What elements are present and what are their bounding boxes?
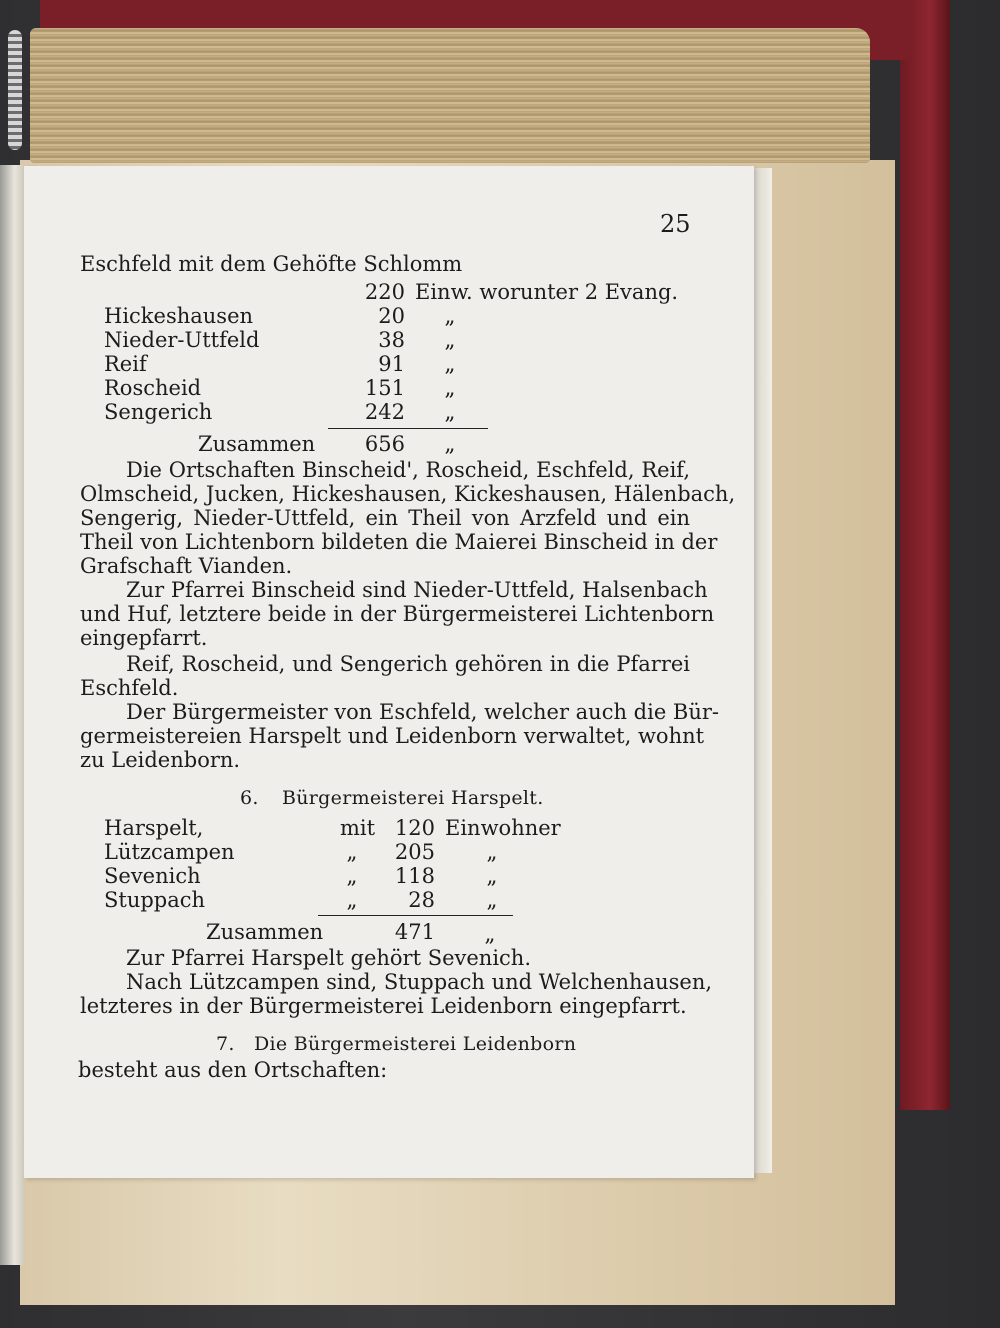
place-count: 151 (364, 376, 405, 400)
ditto-mark: „ (484, 922, 496, 946)
paragraph-line: germeistereien Harspelt und Leidenborn verwaltet, wohnt (80, 724, 705, 748)
count-suffix: Einwohner (445, 816, 561, 840)
spine-binding-thread (8, 30, 22, 150)
place-name: Stuppach (104, 888, 206, 912)
total-count: 656 (364, 432, 405, 456)
place-name: Roscheid (104, 376, 202, 400)
place-count: 120 (394, 816, 435, 840)
ditto-mark: „ (444, 376, 456, 400)
place-name: Sevenich (104, 864, 201, 888)
paragraph-line: Zur Pfarrei Binscheid sind Nieder-Uttfeld, Halsenbach (126, 578, 708, 602)
paragraph-line: Reif, Roscheid, und Sengerich gehören in die Pfarrei (126, 652, 690, 676)
ditto-mark: „ (486, 888, 498, 912)
ditto-mark: „ (486, 840, 498, 864)
ditto-mark: „ (444, 304, 456, 328)
paragraph-line: eingepfarrt. (80, 626, 208, 650)
left-page-edge (0, 165, 24, 1265)
paragraph-line: Nach Lützcampen sind, Stuppach und Welchenhausen, (126, 970, 713, 994)
place-name: Harspelt, (104, 816, 204, 840)
count-suffix-eschfeld: Einw. worunter 2 Evang. (415, 280, 679, 304)
mit-label: mit (340, 816, 376, 840)
ditto-mark: „ (444, 400, 456, 424)
page-right-edge (754, 168, 772, 1173)
place-line-eschfeld: Eschfeld mit dem Gehöfte Schlomm (80, 252, 463, 276)
paragraph-line: zu Leidenborn. (80, 748, 241, 772)
place-name: Lützcampen (104, 840, 235, 864)
place-name: Hickeshausen (104, 304, 254, 328)
page-stack-edges (30, 28, 870, 163)
section-number: 6. (240, 787, 259, 809)
book-cover-red (900, 0, 950, 1110)
paragraph-line: Der Bürgermeister von Eschfeld, welcher auch die Bür- (126, 700, 720, 724)
sum-rule (318, 915, 513, 916)
ditto-mark: „ (444, 328, 456, 352)
paragraph-line: besteht aus den Ortschaften: (78, 1058, 388, 1082)
sum-rule (328, 428, 488, 429)
total-label: Zusammen (206, 920, 324, 944)
paragraph-line: Die Ortschaften Binscheid', Roscheid, Eschfeld, Reif, (126, 458, 690, 482)
total-label: Zusammen (198, 432, 316, 456)
place-count: 118 (394, 864, 435, 888)
place-count: 38 (378, 328, 405, 352)
page-number: 25 (660, 210, 691, 238)
ditto-mark: „ (444, 352, 456, 376)
place-count: 20 (378, 304, 405, 328)
ditto-mark: „ (346, 840, 358, 864)
total-count: 471 (394, 920, 435, 944)
place-count: 242 (364, 400, 405, 424)
section-number: 7. (216, 1033, 235, 1055)
place-count: 205 (394, 840, 435, 864)
paragraph-line: und Huf, letztere beide in der Bürgermeisterei Lichtenborn (80, 602, 715, 626)
paragraph-line: Olmscheid, Jucken, Hickeshausen, Kickeshausen, Hälenbach, (80, 482, 736, 506)
place-name: Sengerich (104, 400, 213, 424)
place-count: 28 (408, 888, 435, 912)
place-count: 91 (378, 352, 405, 376)
paragraph-line: Theil von Lichtenborn bildeten die Maierei Binscheid in der (80, 530, 718, 554)
section-heading: Bürgermeisterei Harspelt. (282, 787, 544, 809)
place-name: Nieder-Uttfeld (104, 328, 260, 352)
paragraph-line: Zur Pfarrei Harspelt gehört Sevenich. (126, 946, 531, 970)
ditto-mark: „ (486, 864, 498, 888)
section-heading: Die Bürgermeisterei Leidenborn (254, 1033, 577, 1055)
ditto-mark: „ (444, 432, 456, 456)
ditto-mark: „ (346, 888, 358, 912)
place-name: Reif (104, 352, 147, 376)
paragraph-line: Sengerig, Nieder-Uttfeld, ein Theil von Arzfeld und ein (80, 506, 690, 530)
ditto-mark: „ (346, 864, 358, 888)
paragraph-line: Grafschaft Vianden. (80, 554, 293, 578)
paragraph-line: Eschfeld. (80, 676, 179, 700)
paragraph-line: letzteres in der Bürgermeisterei Leidenborn eingepfarrt. (80, 994, 687, 1018)
count-eschfeld: 220 (364, 280, 405, 304)
